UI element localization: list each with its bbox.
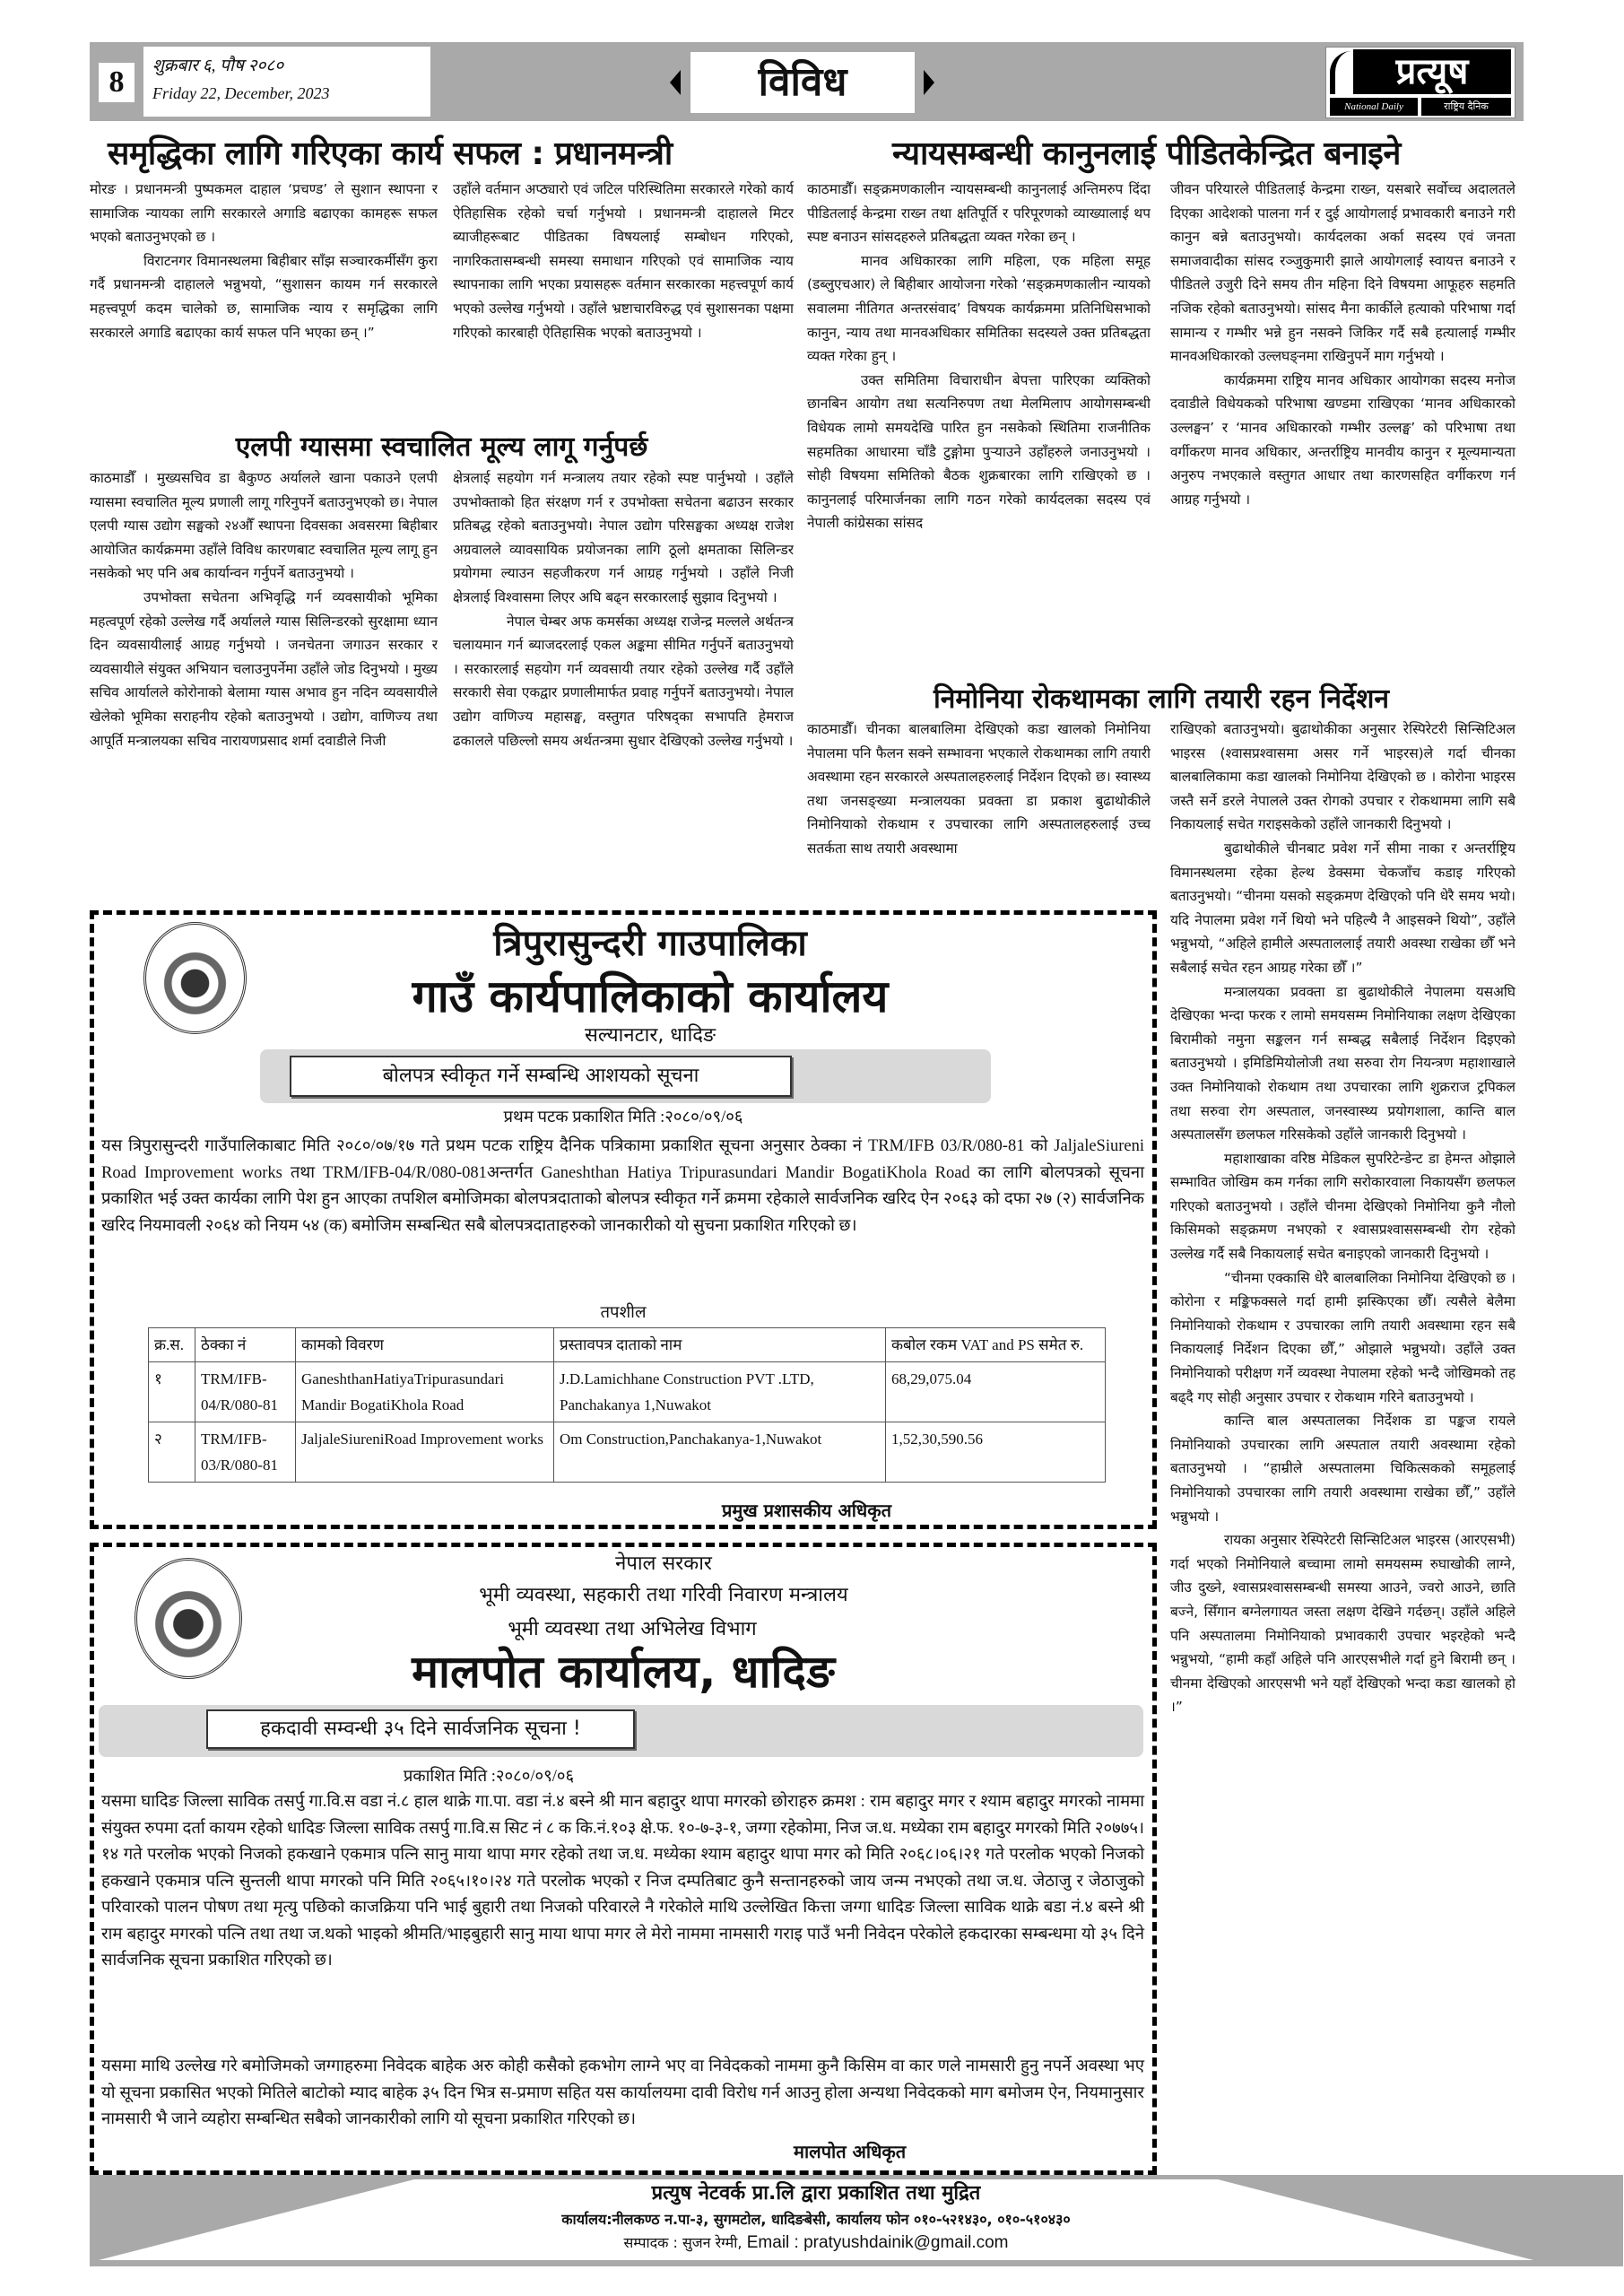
date-nepali: शुक्रबार ६, पौष २०८० xyxy=(152,57,284,75)
col-header: कामको विवरण xyxy=(296,1328,554,1362)
article-paragraph: उपभोक्ता सचेतना अभिवृद्धि गर्न व्यवसायीको भूमिका महत्वपूर्ण रहेको उल्लेख गर्दै अर्यालले ग्यास सिलिन्डरको सुरक्षामा ध्यान दिन व्यवसायीलाई आग्रह गर्नुभयो । जनचेतना जगाउन सरकार र व्यवसायीले संयुक्त अभियान चलाउनुपर्नेमा उहाँले जोड दिनुभयो । मुख्य सचिव आर्यालले कोरोनाको बेलामा ग्यास अभाव हुन नदिन व्यवसायीले खेलेको भूमिका सराहनीय रहेको बताउनुभयो । उद्योग, वाणिज्य तथा आपूर्ति मन्त्रालयका सचिव नारायणप्रसाद शर्मा दवाडीले निजी xyxy=(90,588,438,749)
article-paragraph: राखिएको बताउनुभयो। बुढाथोकीका अनुसार रेस्पिरेटरी सिन्सिटिअल भाइरस (श्वासप्रश्वासमा असर गर्ने भाइरस)ले गर्दा चीनका बालबालिकामा कडा खालको निमोनिया देखिएको छ । कोरोना भाइरस जस्तै सर्ने डरले नेपालले उक्त रोगको उपचार र रोकथाममा लागि सबै निकायलाई सचेत गराइसकेको उहाँले जानकारी दिनुभयो । xyxy=(1170,721,1515,833)
article-column xyxy=(1170,178,1515,680)
logo-swoosh-icon xyxy=(1330,51,1351,94)
col-header: कबोल रकम VAT and PS समेत रु. xyxy=(886,1328,1106,1362)
table-row xyxy=(149,1362,1106,1422)
article-headline: न्यायसम्बन्धी कानुनलाई पीडितकेन्द्रित बनाइने xyxy=(892,135,1401,172)
table-caption: तपशील xyxy=(600,1304,647,1322)
ad-ministry: भूमी व्यवस्था, सहकारी तथा गरिवी निवारण मन्त्रालय xyxy=(479,1584,848,1606)
article-column xyxy=(90,466,438,906)
notice-body: यस त्रिपुरासुन्दरी गाउँपालिकाबाट मिति २०८०/०७/१७ गते प्रथम पटक राष्ट्रिय दैनिक पत्रिकामा प्रकाशित सूचना अनुसार ठेक्का नं TRM/IFB 03/R/080-81 को JaljaleSiureni Road Improvement works तथा TRM/IFB-04/R/080-081अन्तर्गत Ganeshthan Hatiya Tripurasundari Mandir BogatiKhola Road का लागि बोलपत्रको सूचना प्रकाशित भई उक्त कार्यका लागि पेश हुन आएका तपशिल बमोजिमका बोलपत्रदाताको बोलपत्र स्वीकृत गर्ने क्रममा रहेकाले सार्वजनिक खरिद ऐन २०६३ को दफा २७ (२) सार्वजनिक खरिद नियमावली २०६४ को नियम ५४ (क) बमोजिम सम्बन्धित सबै बोलपत्रदाताहरुको जानकारीको यो सुचना प्रकाशित गरिएको छ। xyxy=(101,1137,1144,1235)
publisher-line: प्रत्युष नेटवर्क प्रा.लि द्वारा प्रकाशित तथा मुद्रित xyxy=(651,2182,981,2205)
tender-table xyxy=(148,1327,1106,1483)
table-row xyxy=(149,1422,1106,1483)
ad-department: भूमी व्यवस्था तथा अभिलेख विभाग xyxy=(508,1618,757,1640)
logo-subtitle-np: राष्ट्रिय दैनिक xyxy=(1421,98,1511,116)
cell-bidder-name: Om Construction,Panchakanya-1,Nuwakot xyxy=(554,1422,886,1483)
land-claim-notice-ad xyxy=(90,1543,1157,2175)
date-english: Friday 22, December, 2023 xyxy=(152,84,330,102)
section-title: विविध xyxy=(690,52,915,113)
logo-subtitle-en: National Daily xyxy=(1330,98,1418,116)
newspaper-logo xyxy=(1325,47,1515,118)
article-paragraph: काठमाडौँ। चीनका बालबालिमा देखिएको कडा खालको निमोनिया नेपालमा पनि फैलन सक्ने सम्भावना भएकाले रोकथामका लागि तयारी अवस्थामा रहन सरकारले अस्पतालहरुलाई निर्देशन दिएको छ। स्वास्थ्य तथा जनसङ्ख्या मन्त्रालयका प्रवक्ता डा प्रकाश बुढाथोकीले निमोनियाको रोकथाम र उपचारका लागि अस्पतालहरुलाई उच्च सतर्कता साथ तयारी अवस्थामा xyxy=(807,721,1151,857)
article-headline: समृद्धिका लागि गरिएका कार्य सफल : प्रधानमन्त्री xyxy=(108,135,673,172)
article-paragraph: “चीनमा एक्कासि धेरै बालबालिका निमोनिया देखिएको छ । कोरोना र मङ्किफक्सले गर्दा हामी झस्किएका छौँ। त्यसैले बेलैमा निमोनियाको रोकथाम र उपचारका लागि तयारी अवस्थामा रहन सबै निकायलाई निर्देशन दिएका छौँ,” ओझाले भन्नुभयो। उहाँले उक्त निमोनियाको परीक्षण गर्ने व्यवस्था नेपालमा रहेको भन्दै जोखिमको तह बढ्दै गए सोही अनुसार उपचार र रोकथाम गरिने बताउनुभयो । xyxy=(1170,1269,1515,1405)
article-column xyxy=(453,178,794,424)
article-paragraph: जीवन परियारले पीडितलाई केन्द्रमा राख्न, यसबारे सर्वोच्च अदालतले दिएका आदेशको पालना गर्न र दुई आयोगलाई प्रभावकारी बनाउने गरी कानुन बन्ने बताउनुभयो। कार्यदलका अर्का सदस्य एवं जनता समाजवादीका सांसद रञ्जुकुमारी झाले आयोगलाई स्वायत्त बनाउने र पीडितले उजुरी दिने समय तीन महिना दिने विषयमा आफूहरु सहमति नजिक रहेको बताउनुभयो। सांसद मैना कार्कीले हत्याको परिभाषा गर्दा सामान्य र गम्भीर भन्ने हुन नसक्ने जिकिर गर्दै सबै हत्यालाई गम्भीर मानवअधिकारको उल्लघङ्नमा राखिनुपर्ने माग गर्नुभयो । xyxy=(1170,181,1515,365)
ad-government: नेपाल सरकार xyxy=(615,1552,712,1575)
logo-wordmark: प्रत्यूष xyxy=(1353,49,1511,94)
arrow-left-icon xyxy=(670,70,681,95)
tender-notice-ad xyxy=(90,910,1157,1529)
cell-amount: 1,52,30,590.56 xyxy=(886,1422,1106,1483)
cell-serial: १ xyxy=(149,1362,195,1422)
cell-work-description: JaljaleSiureniRoad Improvement works xyxy=(296,1422,554,1483)
article-paragraph: क्षेत्रलाई सहयोग गर्न मन्त्रालय तयार रहेको स्पष्ट पार्नुभयो । उहाँले उपभोक्ताको हित संरक्षण गर्न र उपभोक्ता सचेतना बढाउन सरकार प्रतिबद्ध रहेको बताउनुभयो। नेपाल उद्योग परिसङ्घका अध्यक्ष राजेश अग्रवालले व्यावसायिक प्रयोजनका लागि ठूलो क्षमताका सिलिन्डर प्रयोगमा ल्याउन सहजीकरण गर्न आग्रह गर्नुभयो । उहाँले निजी क्षेत्रलाई विश्वासमा लिएर अघि बढ्न सरकारलाई सुझाव दिनुभयो । xyxy=(453,470,794,605)
editor-contact xyxy=(99,2231,1533,2255)
article-paragraph: मानव अधिकारका लागि महिला, एक महिला समूह (डब्लुएचआर) ले बिहीबार आयोजना गरेको ‘सङ्क्रमणकालीन न्यायको सवालमा नीतिगत अन्तरसंवाद’ विषयक कार्यक्रममा प्रतिनिधिसभाको कानुन, न्याय तथा मानवअधिकार समितिका सदस्यले उक्त प्रतिबद्धता व्यक्त गरेका हुन् । xyxy=(807,252,1151,365)
article-paragraph: उक्त समितिमा विचाराधीन बेपत्ता पारिएका व्यक्तिको छानबिन आयोग तथा सत्यनिरुपण तथा मेलमिलाप आयोगसम्बन्धी विधेयक लामो समयदेखि पारित हुन नसकेको स्थितिमा राजनीतिक सहमतिका आधारमा चाँडै टुङ्गोमा पुऱ्याउने उहाँहरुले जनाउनुभयो । सोही विषयमा समितिको बैठक शुक्रबारका लागि राखिएको छ । कानुनलाई परिमार्जनका लागि गठन गरेको कार्यदलका सदस्य एवं नेपाली कांग्रेसका सांसद xyxy=(807,371,1151,532)
cell-bidder-name: J.D.Lamichhane Construction PVT .LTD, Panchakanya 1,Nuwakot xyxy=(554,1362,886,1422)
imprint xyxy=(99,2179,1533,2255)
article-column xyxy=(807,178,1151,680)
notice-title: बोलपत्र स्वीकृत गर्ने सम्बन्धि आशयको सूचना xyxy=(290,1056,792,1097)
article-paragraph: मन्त्रालयका प्रवक्ता डा बुढाथोकीले नेपालमा यसअघि देखिएका भन्दा फरक र लामो समयसम्म निमोनियाका लक्षण देखिएका बिरामीको नमुना सङ्कलन गर्न सम्बद्ध सबैलाई निर्देशन दिइएको बताउनुभयो । इमिडिमियोलोजी तथा सरुवा रोग नियन्त्रण महाशाखाले उक्त निमोनियाको रोकथाम तथा उपचारका लागि शुक्रराज ट्रपिकल तथा सरुवा रोग अस्पताल, जनस्वास्थ्य प्रयोगशाला, कान्ति बाल अस्पतालसँग छलफल गरिसकेको उहाँले जानकारी दिनुभयो । xyxy=(1170,983,1515,1144)
article-column xyxy=(453,466,794,906)
cell-contract-no: TRM/IFB-04/R/080-81 xyxy=(195,1362,296,1422)
article-headline: एलपी ग्यासमा स्वचालित मूल्य लागू गर्नुपर्छ xyxy=(235,431,648,463)
office-address: कार्यालय:नीलकण्ठ न.पा-३, सुगमटोल, धादिङबेसी, कार्यालय फोन ०१०-५२१४३०, ०१०-५१०४३० xyxy=(561,2211,1071,2228)
col-header: ठेक्का नं xyxy=(195,1328,296,1362)
article-headline: निमोनिया रोकथामका लागि तयारी रहन निर्देशन xyxy=(933,683,1390,715)
article-paragraph: विराटनगर विमानस्थलमा बिहीबार साँझ सञ्चारकर्मीसँग कुरा गर्दै प्रधानमन्त्री दाहालले भन्नुभयो, “सुशासन कायम गर्न सरकारले महत्त्वपूर्ण कदम चालेको छ, सामाजिक न्याय र समृद्धिका लागि सरकारले अगाडि बढाएका कार्य सफल पनि भएका छन् ।” xyxy=(90,252,438,341)
col-header: प्रस्तावपत्र दाताको नाम xyxy=(554,1328,886,1362)
cell-amount: 68,29,075.04 xyxy=(886,1362,1106,1422)
signatory: प्रमुख प्रशासकीय अधिकृत xyxy=(722,1500,891,1521)
email-link[interactable]: Email : pratyushdainik@gmail.com xyxy=(742,2233,1009,2252)
col-header: क्र.स. xyxy=(149,1328,195,1362)
article-paragraph: काठमाडौँ । मुख्यसचिव डा बैकुण्ठ अर्यालले खाना पकाउने एलपी ग्यासमा स्वचालित मूल्य प्रणाली लागू गरिनुपर्ने बताउनुभएको छ। नेपाल एलपी ग्यास उद्योग सङ्घको २४औँ स्थापना दिवसका अवसरमा बिहीबार आयोजित कार्यक्रममा उहाँले विविध कारणबाट स्वचालित मूल्य लागू हुन नसकेको भए पनि अब कार्यान्वन गर्नुपर्ने बताउनुभयो । xyxy=(90,470,438,582)
notice-title: हकदावी सम्वन्धी ३५ दिने सार्वजनिक सूचना ! xyxy=(206,1709,635,1749)
publish-date: प्रथम पटक प्रकाशित मिति :२०८०/०९/०६ xyxy=(503,1109,743,1126)
cell-contract-no: TRM/IFB-03/R/080-81 xyxy=(195,1422,296,1483)
article-paragraph: उहाँले वर्तमान अप्ठ्यारो एवं जटिल परिस्थितिमा सरकारले गरेको कार्य ऐतिहासिक रहेको चर्चा गर्नुभयो । प्रधानमन्त्री दाहालले मिटर ब्याजीहरूबाट पीडितका विषयलाई सम्बोधन गरिएको, नागरिकतासम्बन्धी समस्या समाधान गरिएको एवं सामाजिक न्याय स्थापनाका लागि भएका प्रयासहरू वर्तमान सरकारका महत्त्वपूर्ण कार्य भएको उल्लेख गर्नुभयो । उहाँले भ्रष्टाचारविरुद्ध एवं सुशासनका पक्षमा गरिएको कारबाही ऐतिहासिक भएको बताउनुभयो । xyxy=(453,181,794,341)
article-paragraph: बुढाथोकीले चीनबाट प्रवेश गर्ने सीमा नाका र अन्तर्राष्ट्रिय विमानस्थलमा रहेका हेल्थ डेक्समा चेकजाँच कडाइ गरिएको बताउनुभयो। “चीनमा यसको सङ्क्रमण देखिएको पनि धेरै समय भयो। यदि नेपालमा प्रवेश गर्ने थियो भने पहिल्यै नै आइसक्ने थियो”, उहाँले भन्नुभयो, “अहिले हामीले अस्पताललाई तयारी अवस्था राखेका छौँ भने सबैलाई सचेत रहन आग्रह गरेका छौँ ।” xyxy=(1170,839,1515,976)
notice-body: यसमा घादिङ जिल्ला साविक तसर्पु गा.वि.स वडा नं.८ हाल थाक्रे गा.पा. वडा नं.४ बस्ने श्री मान बहादुर थापा मगरको छोराहरु क्रमश : राम बहादुर मगर र श्याम बहादुर मगरको नाममा संयुक्त रुपमा दर्ता कायम रहेको धादिङ जिल्ला साविक तसर्पु गा.वि.स सिट नं ८ क कि.नं.१०३ क्षे.फ. १०-७-३-१, जग्गा रहेकोमा, निज ज.ध. मध्येका राम बहादुर मगरको मिति २०७७५।१४ गते परलोक भएको निजको हकखाने एकमात्र पत्नि सानु माया थापा मगर रहेको तथा ज.ध. मध्येका श्याम बहादुर थापा मगर को मिति २०६८।०६।२१ गते परलोक भएको निजको हकखाने एकमात्र पत्नि सुन्तली थापा मगरको पनि मिति २०६५।१०।२४ गते परलोक भएको र निज दम्पतिबाट कुनै सन्तानहरुको जाय जन्म नभएको तथा ज.ध. जेठाजु र जेठाजुको परिवारको पालन पोषण तथा मृत्यु पछिको काजक्रिया पनि भाई बुहारी तथा निजको परिवारले नै गरेकोले माथि उल्लेखित कित्ता जग्गा धादिङ जिल्ला साविक थाक्रे बडा नं.४ बस्ने श्री राम बहादुर मगरको पत्नि तथा तथा ज.थको भाइको श्रीमति/भाइबुहारी सानु माया थापा मगर ले मेरो नाममा नामसारी गराइ पाउँ भनी निवेदन परेकोले हकदारका सम्बन्धमा यो ३५ दिने सार्वजनिक सूचना प्रकाशित गरिएको छ। xyxy=(101,1793,1144,1970)
article-paragraph: रायका अनुसार रेस्पिरेटरी सिन्सिटिअल भाइरस (आरएसभी) गर्दा भएको निमोनियाले बच्चामा लामो समयसम्म रुघाखोकी लाग्ने, जीउ दुख्ने, श्वासप्रश्वाससम्बन्धी समस्या आउने, ज्वरो आउने, छाति बज्ने, सिँगान बग्नेलगायत जस्ता लक्षण देखिने गर्दछन्। उहाँले अहिले पनि अस्पतालमा निमोनियाको प्रभावकारी उपचार भइरहेको भन्दै भन्नुभयो, “हामी कहाँ अहिले पनि आरएसभीले गर्दा हुने बिरामी छन् । चीनमा देखिएको आरएसभी भने यहाँ देखिएको भन्दा कडा खालको हो ।” xyxy=(1170,1532,1515,1716)
publish-date: प्रकाशित मिति :२०८०/०९/०६ xyxy=(403,1768,575,1786)
date-box xyxy=(143,47,430,117)
article-paragraph: कान्ति बाल अस्पतालका निर्देशक डा पङ्कज रायले निमोनियाको उपचारका लागि अस्पताल तयारी अवस्थामा रहेको बताउनुभयो । “हाम्रीले अस्पतालमा चिकित्सकको समूहलाई निमोनियाको उपचारका लागि तयारी अवस्थामा राखेका छौँ,” उहाँले भन्नुभयो । xyxy=(1170,1413,1515,1525)
article-paragraph: मोरङ । प्रधानमन्त्री पुष्पकमल दाहाल ‘प्रचण्ड’ ले सुशान स्थापना र सामाजिक न्यायका लागि सरकारले अगाडि बढाएका कामहरू सफल भएको बताउनुभएको छ । xyxy=(90,181,438,246)
article-paragraph: कार्यक्रममा राष्ट्रिय मानव अधिकार आयोगका सदस्य मनोज दवाडीले विधेयकको परिभाषा खण्डमा राखिएका ‘मानव अधिकारको उल्लङ्घन’ र ‘मानव अधिकारको गम्भीर उल्लङ्घ’ को परिभाषा तथा वर्गीकरण मानव अधिकार, अन्तर्राष्ट्रिय मानवीय कानुन र मूल्यमान्यता अनुरुप नभएकाले वस्तुगत आधार तथा कारणसहित वर्गीकरण गर्न आग्रह गर्नुभयो । xyxy=(1170,371,1515,508)
ad-office-title: गाउँ कार्यपालिकाको कार्यालय xyxy=(412,970,889,1022)
notice-body: यसमा माथि उल्लेख गरे बमोजिमको जग्गाहरुमा निवेदक बाहेक अरु कोही कसैको हकभोग लाग्ने भए वा निवेदकको नाममा कुनै किसिम वा कार णले नामसारी हुनु नपर्ने अवस्था भए यो सूचना प्रकासित भएको मितिले बाटोको म्याद बाहेक ३५ दिन भित्र स-प्रमाण सहित यस कार्यालयमा दावी विरोध गर्न आउनु होला अन्यथा निवेदकको माग बमोजम ऐन, नियमानुसार नामसारी भै जाने व्यहोरा सम्बन्धित सबैको जानकारीको लागि यो सूचना प्रकाशित गरिएको छ। xyxy=(101,2057,1144,2128)
article-paragraph: महाशाखाका वरिष्ठ मेडिकल सुपरिटेन्डेन्ट डा हेमन्त ओझाले सम्भावित जोखिम कम गर्नका लागि सरोकारवाला निकायसँग छलफल गरिएको बताउनुभयो । उहाँले चीनमा देखिएको निमोनिया कुनै नौलो किसिमको सङ्क्रमण नभएको र श्वासप्रश्वाससम्बन्धी रोग रहेको उल्लेख गर्दै सबै निकायलाई सचेत बनाइएको जानकारी दिनुभयो । xyxy=(1170,1150,1515,1263)
ad-location: सल्यानटार, धादिङ xyxy=(585,1024,716,1047)
signatory: मालपोत अधिकृत xyxy=(794,2141,907,2162)
arrow-right-icon xyxy=(924,70,934,95)
cell-serial: २ xyxy=(149,1422,195,1483)
editor-name: सम्पादक : सुजन रेग्मी, xyxy=(623,2234,743,2251)
article-column xyxy=(90,178,438,424)
article-column xyxy=(1170,718,1515,2175)
article-column xyxy=(807,718,1151,910)
table-header-row xyxy=(149,1328,1106,1362)
article-paragraph: नेपाल चेम्बर अफ कमर्सका अध्यक्ष राजेन्द्र मल्लले अर्थतन्त्र चलायमान गर्न ब्याजदरलाई एकल अङ्कमा सीमित गर्नुपर्ने बताउनुभयो । सरकारलाई सहयोग गर्न व्यवसायी तयार रहेको उल्लेख गर्दै उहाँले सरकारी सेवा एकद्वार प्रणालीमार्फत प्रवाह गर्नुपर्ने बताउनुभयो। नेपाल उद्योग वाणिज्य महासङ्घ, वस्तुगत परिषद्का सभापति हेमराज ढकालले पछिल्लो समय अर्थतन्त्रमा सुधार देखिएको उल्लेख गर्नुभयो । xyxy=(453,613,794,749)
ad-municipality-title: त्रिपुरासुन्दरी गाउपालिका xyxy=(493,923,807,964)
page-number: 8 xyxy=(99,63,135,102)
article-paragraph: काठमाडौँ। सङ्क्रमणकालीन न्यायसम्बन्धी कानुनलाई अन्तिमरुप दिंदा पीडितलाई केन्द्रमा राख्न तथा क्षतिपूर्ति र परिपूरणको व्याख्यालाई थप स्पष्ट बनाउन सांसदहरुले प्रतिबद्धता व्यक्त गरेका छन् । xyxy=(807,181,1151,246)
ad-office-title: मालपोत कार्यालय, धादिङ xyxy=(412,1646,835,1698)
cell-work-description: GaneshthanHatiyaTripurasundari Mandir BogatiKhola Road xyxy=(296,1362,554,1422)
